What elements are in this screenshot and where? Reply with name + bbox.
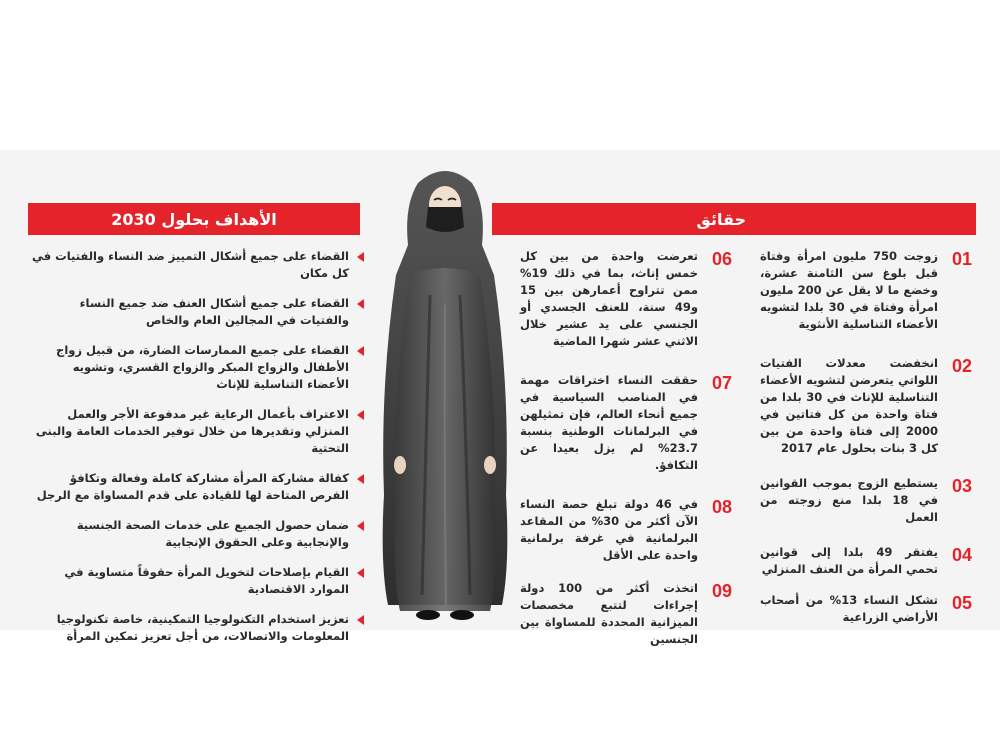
goal-text: الاعتراف بأعمال الرعاية غير مدفوعة الأجر والعمل المنزلي وتقديرها من خلال توفير الخدمات العامة والبنى التحتية: [35, 407, 349, 455]
fact-item: [520, 372, 732, 474]
goal-text: كفالة مشاركة المرأة مشاركة كاملة وفعالة وتكافؤ الفرص المتاحة لها للقيادة على قدم المساواة مع الرجل: [36, 471, 349, 502]
fact-item: [520, 580, 732, 648]
goal-item: [28, 470, 364, 504]
goal-text: القضاء على جميع أشكال التمييز ضد النساء والفتيات في كل مكان: [32, 249, 349, 280]
fact-number: 06: [711, 249, 732, 269]
triangle-bullet-icon: [357, 299, 364, 309]
facts-header: [492, 203, 976, 235]
facts-column-left: [520, 248, 732, 662]
goal-item: [28, 611, 364, 645]
fact-text: يفتقر 49 بلدا إلى قوانين تحمي المرأة من العنف المنزلي: [760, 545, 938, 576]
facts-header-text: حقائق: [696, 209, 746, 229]
fact-item: [760, 592, 972, 626]
goal-item: [28, 295, 364, 329]
fact-text: تعرضت واحدة من بين كل خمس إناث، بما في ذلك 19% ممن تتراوح أعمارهن بين 15 و49 سنة، للعنف الجسدي أو الجنسي على يد عشير خلال الاثني عشر شهرا الماضية: [520, 249, 698, 348]
veiled-woman-illustration: [370, 165, 520, 635]
fact-text: في 46 دولة تبلغ حصة النساء الآن أكثر من 30% من المقاعد البرلمانية في غرفة برلمانية واحدة على الأقل: [520, 497, 699, 562]
fact-item: [520, 248, 732, 350]
triangle-bullet-icon: [357, 615, 364, 625]
fact-text: اتخذت أكثر من 100 دولة إجراءات لتتبع مخصصات الميزانية المحددة للمساواة بين الجنسين: [520, 581, 698, 646]
goal-item: [28, 248, 364, 282]
fact-text: حققت النساء اختراقات مهمة في المناصب السياسية في جميع أنحاء العالم، فإن تمثيلهن في البرلمانات الوطنية بنسبة 23.7% لم يزل بعيدا عن التكافؤ.: [520, 373, 698, 472]
goals-header: [28, 203, 360, 235]
triangle-bullet-icon: [357, 410, 364, 420]
triangle-bullet-icon: [357, 521, 364, 531]
fact-item: [760, 355, 972, 457]
fact-item: [760, 475, 972, 526]
fact-text: تشكل النساء 13% من أصحاب الأراضي الزراعية: [760, 593, 938, 624]
triangle-bullet-icon: [357, 568, 364, 578]
goals-header-text: الأهداف بحلول 2030: [111, 209, 277, 229]
goals-list: [28, 248, 364, 658]
goal-item: [28, 342, 364, 393]
goal-item: [28, 406, 364, 457]
facts-column-right: [760, 248, 972, 640]
fact-number: 01: [951, 249, 972, 269]
fact-number: 04: [951, 545, 972, 565]
fact-text: زوجت 750 مليون امرأة وفتاة قبل بلوغ سن الثامنة عشرة، وخضع ما لا يقل عن 200 مليون امرأة وفتاة في 30 بلدا لتشويه الأعضاء التناسلية الأنثوية: [760, 249, 938, 331]
goal-item: [28, 564, 364, 598]
triangle-bullet-icon: [357, 474, 364, 484]
fact-number: 02: [951, 356, 972, 376]
fact-text: انخفضت معدلات الفتيات اللواتي يتعرضن لتشويه الأعضاء التناسلية للإناث في 30 بلدا من فتاة واحدة من كل فتاتين في 2000 إلى فتاة واحدة من بين كل 3 بنات بحلول عام 2017: [760, 356, 938, 455]
fact-item: [760, 248, 972, 333]
goal-text: تعزيز استخدام التكنولوجيا التمكينية، خاصة تكنولوجيا المعلومات والاتصالات، من أجل تعزيز تمكين المرأة: [56, 612, 349, 643]
goal-text: القضاء على جميع أشكال العنف ضد جميع النساء والفتيات في المجالين العام والخاص: [79, 296, 349, 327]
fact-number: 03: [951, 476, 972, 496]
goal-text: القيام بإصلاحات لتخويل المرأة حقوقاً متساوية في الموارد الاقتصادية: [64, 565, 349, 596]
fact-item: [760, 544, 972, 578]
goal-text: القضاء على جميع الممارسات الضارة، من قبيل زواج الأطفال والزواج المبكر والزواج القسري، وتشويه الأعضاء التناسلية للإناث: [56, 343, 349, 391]
goal-item: [28, 517, 364, 551]
triangle-bullet-icon: [357, 346, 364, 356]
fact-text: يستطيع الزوج بموجب القوانين في 18 بلدا منع زوجته من العمل: [760, 476, 938, 524]
fact-number: 09: [711, 581, 732, 601]
triangle-bullet-icon: [357, 252, 364, 262]
fact-number: 08: [711, 497, 732, 517]
fact-item: [520, 496, 732, 564]
goal-text: ضمان حصول الجميع على خدمات الصحة الجنسية والإنجابية وعلى الحقوق الإنجابية: [76, 518, 349, 549]
fact-number: 05: [951, 593, 972, 613]
fact-number: 07: [711, 373, 732, 393]
